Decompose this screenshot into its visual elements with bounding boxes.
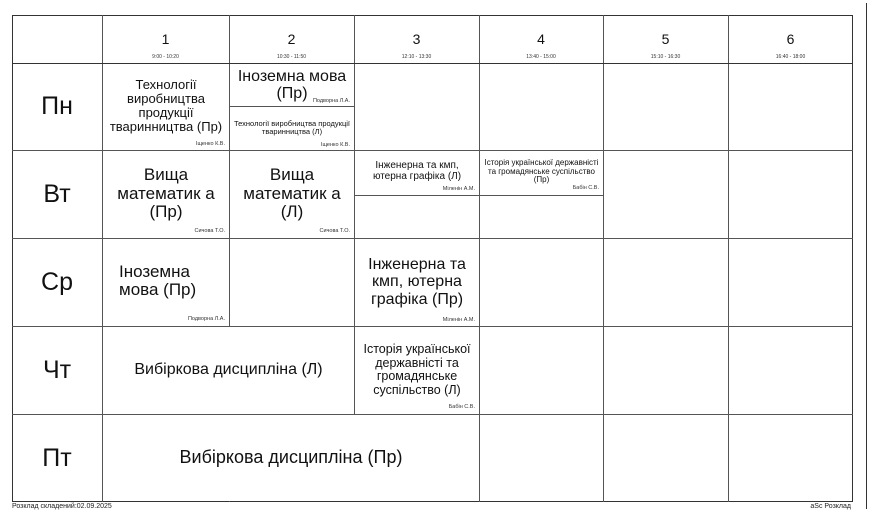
lesson-title: Інженерна та кмп, ютерна графіка (Пр) [368,256,466,308]
grid-line [603,15,604,502]
period-number: 5 [661,31,670,47]
lesson-title: Технології виробництва продукції тваринництва (Пр) [109,76,223,135]
lesson-title: Вища математик а (Л) [243,165,341,222]
lesson-title: Технології виробництва продукції тваринництва (Л) [234,118,350,136]
lesson-cell[interactable] [103,415,479,502]
lesson-teacher: Бабін С.В. [448,404,475,410]
lesson-title: Іноземна мова (Пр) [119,261,197,299]
period-number: 3 [412,31,421,47]
page-edge-line [866,3,867,509]
lesson-teacher: Міленін А.М. [442,186,475,192]
period-header-5 [603,15,728,63]
lesson-teacher: Міленін А.М. [442,317,475,323]
lesson-teacher: Подворна Л.А. [187,316,225,322]
lesson-cell[interactable] [230,64,354,106]
period-header-6 [728,15,853,63]
day-label-mon: Пн [41,92,73,120]
lesson-cell[interactable] [355,239,479,326]
day-label-thu: Чт [42,355,72,384]
lesson-title: Іноземна мова (Пр) [237,67,347,102]
day-label-wed: Ср [41,267,73,296]
lesson-teacher: Іщенко К.В. [320,142,350,148]
grid-line [728,15,729,502]
lesson-cell[interactable] [103,327,354,414]
created-date: Розклад складений:02.09.2025 [12,503,112,510]
brand-label: aSc Розклад [810,503,851,510]
period-time: 12:10 - 13:30 [401,54,432,60]
lesson-cell[interactable] [230,107,354,150]
period-number: 1 [161,31,170,47]
period-number: 4 [537,31,545,47]
lesson-title: Вибіркова дисципліна (Л) [134,361,323,379]
lesson-title: Вища математик а (Пр) [117,165,215,222]
period-time: 10:30 - 11:50 [276,54,307,60]
lesson-cell[interactable] [230,151,354,238]
period-time: 13:40 - 15:00 [526,54,556,60]
lesson-cell[interactable] [103,151,229,238]
lesson-teacher: Бабін С.В. [572,185,599,191]
lesson-cell[interactable] [103,64,229,150]
lesson-title: Історія української державністі та громадянське суспільство (Пр) [484,158,599,185]
day-label-tue: Вт [43,179,71,208]
period-number: 6 [786,31,795,47]
lesson-teacher: Іщенко К.В. [195,141,225,147]
lesson-cell[interactable] [355,327,479,414]
grid-line [479,15,480,502]
day-label-fri: Пт [42,443,72,472]
period-number: 2 [287,31,296,47]
grid-line [354,195,603,196]
period-time: 16:40 - 18:00 [775,54,806,60]
lesson-teacher: Сичова Т.О. [194,228,225,234]
period-time: 15:10 - 16:30 [650,54,681,60]
lesson-cell[interactable] [480,151,603,195]
period-header-3 [354,15,479,63]
lesson-teacher: Подворна Л.А. [312,98,350,104]
lesson-title: Інженерна та кмп, ютерна графіка (Л) [372,160,462,182]
lesson-title: Вибіркова дисципліна (Пр) [179,447,403,468]
lesson-cell[interactable] [355,151,479,195]
lesson-teacher: Сичова Т.О. [319,228,350,234]
lesson-title: Історія української державністі та громадянське суспільство (Л) [363,342,471,397]
period-header-4 [479,15,603,63]
lesson-cell[interactable] [103,239,229,326]
period-header-1 [102,15,229,63]
period-header-2 [229,15,354,63]
period-time: 9:00 - 10:20 [152,54,179,60]
